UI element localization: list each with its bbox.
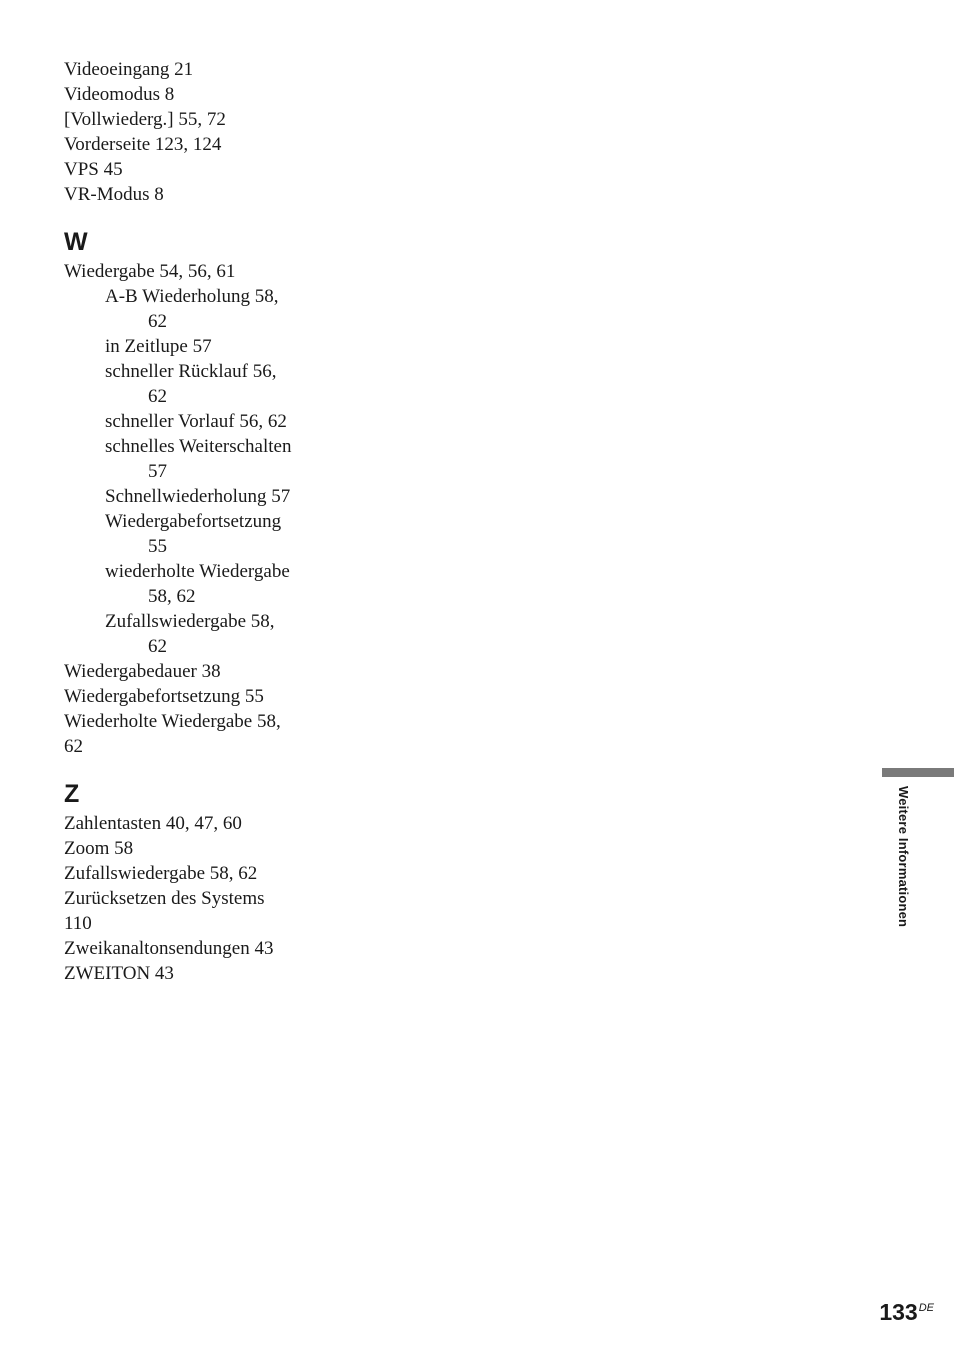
index-entry-continuation: 110	[64, 913, 92, 934]
index-entry-continuation: 62	[64, 736, 83, 757]
index-entry: Wiederholte Wiedergabe 58,	[64, 711, 281, 732]
page-number	[879, 1299, 934, 1326]
index-subentry-continuation: 62	[148, 311, 167, 332]
page-number-value: 133	[879, 1299, 918, 1325]
index-subentry: A-B Wiederholung 58,	[105, 286, 279, 307]
section-letter-w: W	[64, 228, 88, 256]
index-entry: Wiedergabe 54, 56, 61	[64, 261, 236, 282]
index-subentry-continuation: 57	[148, 461, 167, 482]
section-letter-z: Z	[64, 780, 80, 808]
index-entry: Wiedergabedauer 38	[64, 661, 221, 682]
index-entry: VPS 45	[64, 159, 123, 180]
index-entry: Zoom 58	[64, 838, 134, 859]
index-subentry-continuation: 62	[148, 386, 167, 407]
index-entry: Zahlentasten 40, 47, 60	[64, 813, 242, 834]
index-entry: Videoeingang 21	[64, 59, 194, 80]
index-subentry: schneller Vorlauf 56, 62	[105, 411, 287, 432]
index-entry: Zweikanaltonsendungen 43	[64, 938, 274, 959]
index-subentry-continuation: 55	[148, 536, 167, 557]
index-subentry: schneller Rücklauf 56,	[105, 361, 277, 382]
index-entry: Videomodus 8	[64, 84, 175, 105]
page-number-suffix: DE	[918, 1302, 934, 1314]
index-entry: ZWEITON 43	[64, 963, 174, 984]
index-subentry: Schnellwiederholung 57	[105, 486, 291, 507]
index-subentry: wiederholte Wiedergabe	[105, 561, 290, 582]
index-subentry: Wiedergabefortsetzung	[105, 511, 282, 532]
index-entry: [Vollwiederg.] 55, 72	[64, 109, 226, 130]
side-tab-label: Weitere Informationen	[896, 786, 911, 928]
index-entry: Wiedergabefortsetzung 55	[64, 686, 264, 707]
index-entry: Zurücksetzen des Systems	[64, 888, 265, 909]
index-entry: Vorderseite 123, 124	[64, 134, 222, 155]
index-subentry-continuation: 62	[148, 636, 167, 657]
side-tab-bar	[882, 768, 954, 777]
index-subentry-continuation: 58, 62	[148, 586, 196, 607]
index-column	[64, 57, 314, 986]
index-entry: Zufallswiedergabe 58, 62	[64, 863, 258, 884]
index-subentry: Zufallswiedergabe 58,	[105, 611, 275, 632]
index-subentry: in Zeitlupe 57	[105, 336, 212, 357]
index-entry: VR-Modus 8	[64, 184, 164, 205]
index-subentry: schnelles Weiterschalten	[105, 436, 292, 457]
